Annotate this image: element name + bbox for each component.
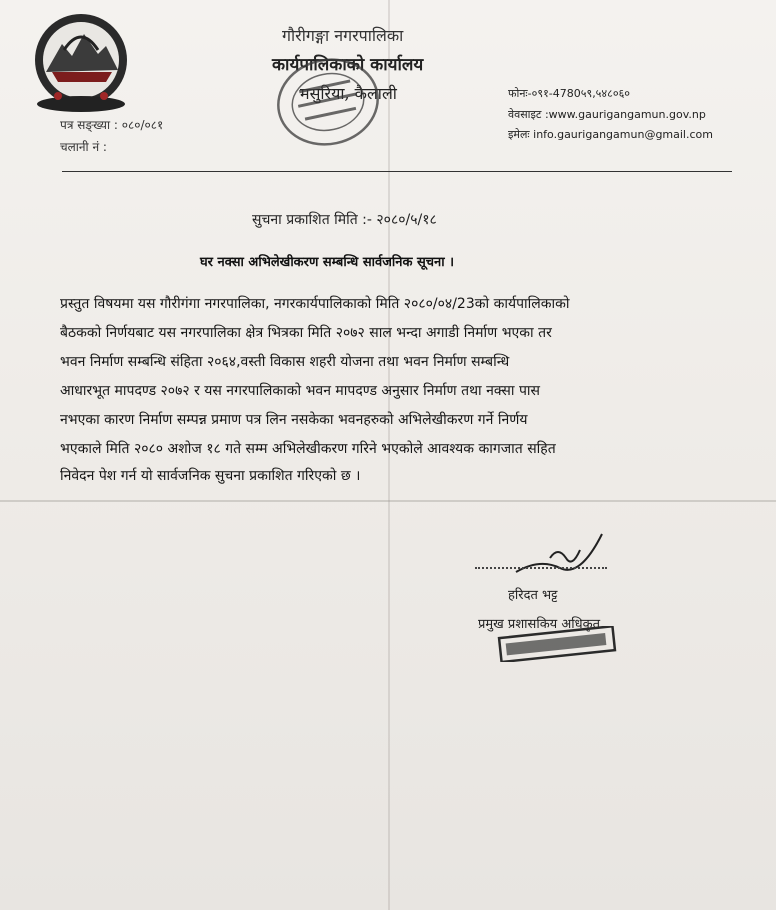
signatory-title: प्रमुख प्रशासकिय अधिकृत [478, 617, 601, 632]
government-emblem-icon [32, 10, 130, 114]
body-line: नभएका कारण निर्माण सम्पन्न प्रमाण पत्र लिन नसकेका भवनहरुको अभिलेखीकरण गर्ने निर्णय [60, 412, 528, 428]
website: वेवसाइट :www.gaurigangamun.gov.np [508, 108, 706, 121]
phone-number: फोनः-०९१-4780५९,५४८०६० [508, 87, 631, 100]
header-divider [62, 171, 732, 172]
office-location: मसुरिया, कैलाली [300, 84, 397, 103]
signatory-name: हरिदत भट्ट [508, 588, 558, 603]
body-line: आधारभूत मापदण्ड २०७२ र यस नगरपालिकाको भवन मापदण्ड अनुसार निर्माण तथा नक्सा पास [60, 383, 540, 399]
notice-subject: घर नक्सा अभिलेखीकरण सम्बन्धि सार्वजनिक सूचना । [200, 255, 455, 270]
signature-icon [510, 528, 610, 588]
body-line: भवन निर्माण सम्बन्धि संहिता २०६४,वस्ती विकास शहरी योजना तथा भवन निर्माण सम्बन्धि [60, 354, 510, 370]
signature-line [475, 567, 607, 569]
body-line: निवेदन पेश गर्न यो सार्वजनिक सुचना प्रकाशित गरिएको छ । [60, 468, 361, 484]
office-stamp-icon [268, 48, 388, 156]
body-line: बैठकको निर्णयबाट यस नगरपालिका क्षेत्र भित्रका मिति २०७२ साल भन्दा अगाडी निर्माण भएका तर [60, 325, 552, 341]
office-name: गौरीगङ्गा नगरपालिका [282, 26, 404, 45]
published-date: सुचना प्रकाशित मिति :- २०८०/५/१८ [252, 212, 437, 228]
dispatch-number: चलानी नं : [60, 140, 107, 154]
body-line: प्रस्तुत विषयमा यस गौरीगंगा नगरपालिका, नगरकार्यपालिकाको मिति २०८०/०४/23को कार्यपालिकाको [60, 296, 570, 312]
body-line: भएकाले मिति २०८० अशोज १८ गते सम्म अभिलेखीकरण गरिने भएकोले आवश्यक कागजात सहित [60, 441, 556, 457]
office-subtitle: कार्यपालिकाको कार्यालय [272, 55, 424, 75]
designation-stamp-icon [496, 626, 620, 662]
email: इमेलः info.gaurigangamun@gmail.com [508, 128, 713, 141]
reference-number: पत्र सङ्ख्या : ०८०/०८१ [60, 118, 164, 132]
